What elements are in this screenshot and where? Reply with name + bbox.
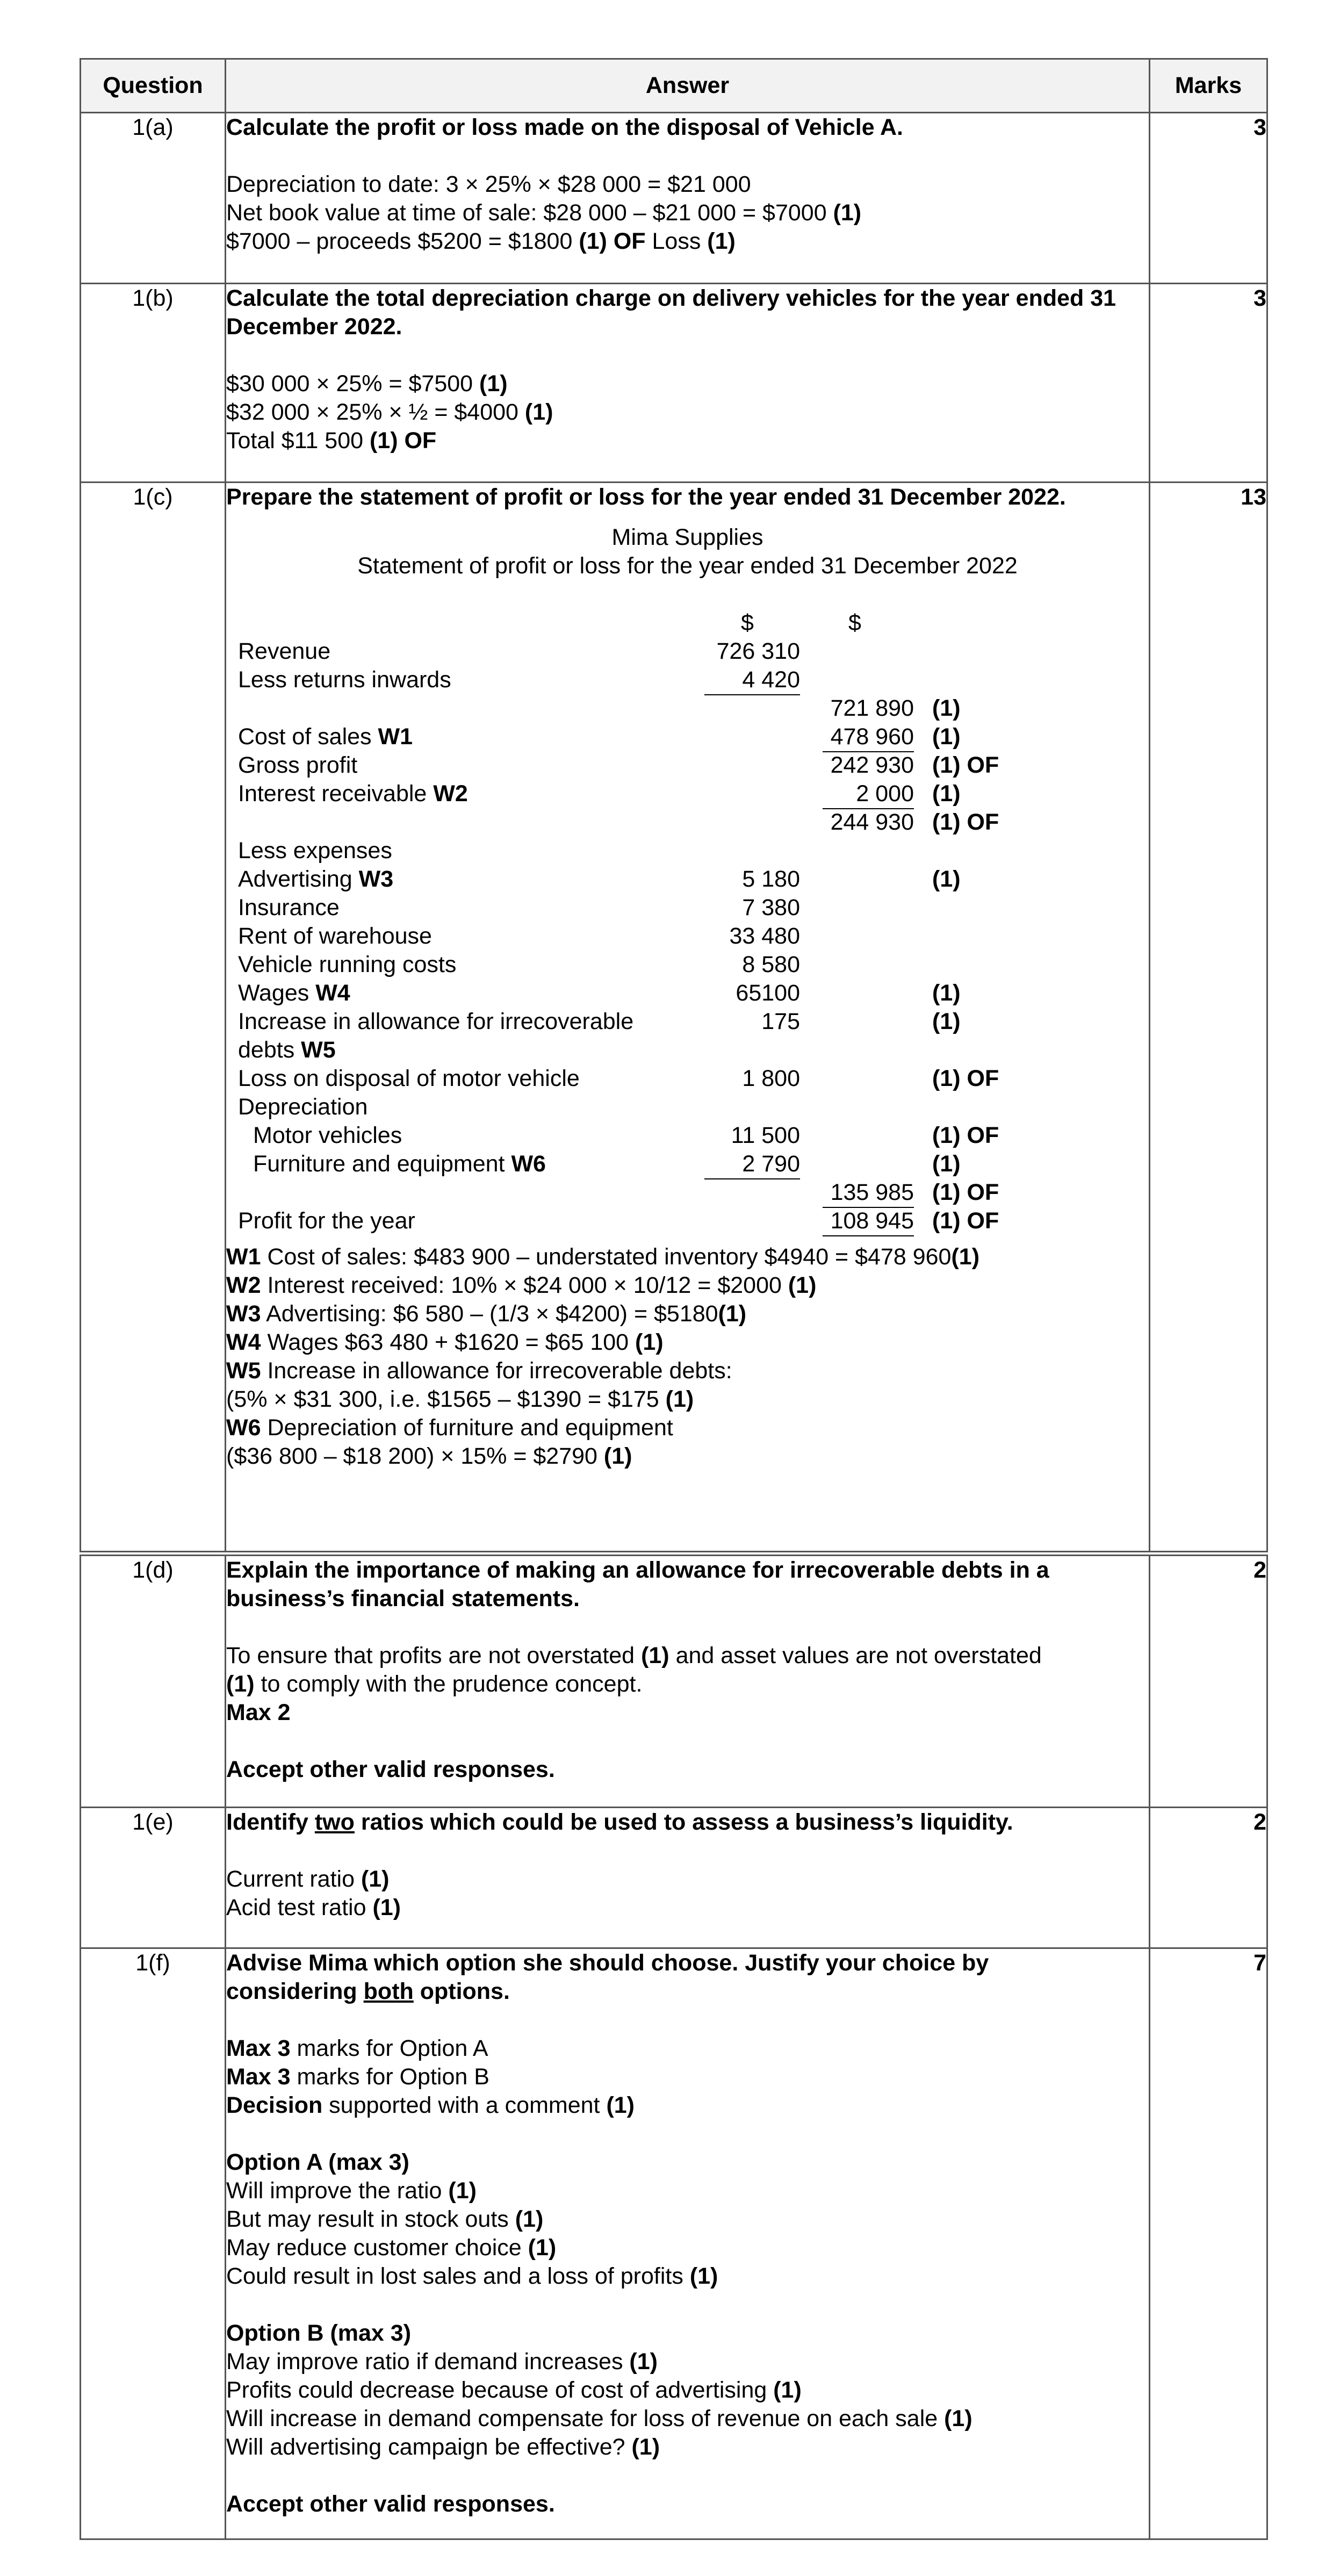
statement-row: Revenue 726 310 [238,638,800,664]
working-line: (5% × $31 300, i.e. $1565 – $1390 = $175 (1) [226,1386,694,1412]
question-text: Explain the importance of making an allowance for irrecoverable debts in a business’s financial statements. [226,1557,1049,1611]
answer-line: Max 3 marks for Option A [226,2035,488,2061]
statement-row: 135 985 (1) OF [226,1178,1140,1207]
header-answer: Answer [226,59,1150,113]
answer-line: Current ratio (1) [226,1866,390,1892]
marks-value: 13 [1150,483,1267,1553]
statement-row: Insurance 7 380 [238,895,800,920]
answer-line: (1) to comply with the prudence concept. [226,1671,643,1697]
question-number: 1(b) [81,284,226,483]
option-b-heading: Option B (max 3) [226,2320,412,2346]
answer-line: Will increase in demand compensate for loss of revenue on each sale (1) [226,2406,972,2431]
statement-row: Rent of warehouse 33 480 [238,923,800,949]
question-number: 1(e) [81,1808,226,1948]
answer-line: Acid test ratio (1) [226,1895,401,1920]
header-question: Question [81,59,226,113]
statement-row: 721 890 (1) [830,695,961,721]
marks-value: 7 [1150,1948,1267,2539]
answer-line: May improve ratio if demand increases (1) [226,2349,658,2374]
statement-row: 244 930 (1) OF [830,809,999,835]
mark-scheme-table [80,58,1268,2540]
working-line: W1 Cost of sales: $483 900 – understated inventory $4940 = $478 960(1) [226,1244,980,1270]
option-a-heading: Option A (max 3) [226,2149,409,2175]
accept-note: Accept other valid responses. [226,1756,555,1782]
statement-row: Advertising W3 5 180 (1) [238,866,961,892]
answer-line: May reduce customer choice (1) [226,2235,557,2261]
statement-row: Motor vehicles 11 500 (1) OF [253,1122,999,1148]
question-text: Advise Mima which option she should choose. Justify your choice by [226,1950,989,1976]
question-text: Prepare the statement of profit or loss for the year ended 31 December 2022. [226,484,1066,510]
workings [226,1243,1149,1471]
answer-line: Max 3 marks for Option B [226,2064,489,2090]
working-line: W4 Wages $63 480 + $1620 = $65 100 (1) [226,1329,664,1355]
question-text: Identify two ratios which could be used to assess a business’s liquidity. [226,1809,1013,1835]
row-1f [81,1948,1267,2539]
statement-row: Gross profit 242 930 (1) OF [238,752,999,778]
answer-line: But may result in stock outs (1) [226,2206,544,2232]
question-number: 1(f) [81,1948,226,2539]
answer-cell [226,1808,1150,1948]
working-line: W3 Advertising: $6 580 – (1/3 × $4200) = $5180(1) [226,1301,747,1327]
statement-row: Interest receivable W2 2 000 (1) [226,780,1140,808]
statement-row: debts W5 [238,1037,336,1063]
working-line: W5 Increase in allowance for irrecoverable debts: [226,1358,732,1384]
row-1a [81,113,1267,284]
row-1c [81,483,1267,1553]
table-header-row [81,59,1267,113]
marks-value: 3 [1150,284,1267,483]
statement-row: Loss on disposal of motor vehicle 1 800 (1) OF [238,1066,999,1091]
answer-line: $32 000 × 25% × ½ = $4000 (1) [226,399,553,425]
statement-row: Increase in allowance for irrecoverable 175 (1) [238,1009,961,1034]
question-text: Calculate the total depreciation charge on delivery vehicles for the year ended 31 December 2022. [226,285,1116,340]
statement-row: Depreciation [238,1094,368,1120]
answer-line: Profits could decrease because of cost of advertising (1) [226,2377,802,2403]
marks-value: 2 [1150,1553,1267,1808]
working-line: ($36 800 – $18 200) × 15% = $2790 (1) [226,1443,632,1469]
statement-title: Statement of profit or loss for the year ended 31 December 2022 [357,553,1018,579]
statement-row: Less expenses [238,838,392,864]
answer-line: Net book value at time of sale: $28 000 – $21 000 = $7000 (1) [226,200,862,226]
answer-cell [226,1553,1150,1808]
answer-cell [226,284,1150,483]
statement-row: Profit for the year 108 945 (1) OF [226,1207,1140,1235]
answer-line: Will advertising campaign be effective? (1) [226,2434,660,2460]
max-marks-note: Max 2 [226,1699,291,1725]
answer-cell [226,483,1150,1553]
company-name: Mima Supplies [611,524,763,550]
working-line: W2 Interest received: 10% × $24 000 × 10/12 = $2000 (1) [226,1272,817,1298]
row-1b [81,284,1267,483]
row-1e [81,1808,1267,1948]
statement-row: Furniture and equipment W6 2 790 (1) [226,1150,1140,1178]
profit-loss-statement [226,609,1149,1234]
question-number: 1(c) [81,483,226,1553]
statement-row: Wages W4 65100 (1) [238,980,961,1006]
answer-line: To ensure that profits are not overstated (1) and asset values are not overstated [226,1642,1042,1668]
answer-line: Could result in lost sales and a loss of profits (1) [226,2263,718,2289]
answer-line: Will improve the ratio (1) [226,2178,477,2204]
question-text: considering both options. [226,1978,510,2004]
question-number: 1(a) [81,113,226,284]
marks-value: 2 [1150,1808,1267,1948]
answer-cell [226,113,1150,284]
header-marks: Marks [1150,59,1267,113]
statement-row: Vehicle running costs 8 580 [238,952,800,977]
statement-currency-row: $ $ [741,610,861,636]
answer-line: $7000 – proceeds $5200 = $1800 (1) OF Loss (1) [226,228,736,254]
working-line: W6 Depreciation of furniture and equipment [226,1415,673,1441]
statement-row: Cost of sales W1 478 960 (1) [226,723,1140,751]
marks-value: 3 [1150,113,1267,284]
question-number: 1(d) [81,1553,226,1808]
answer-cell [226,1948,1150,2539]
answer-line: Total $11 500 (1) OF [226,428,437,454]
accept-note: Accept other valid responses. [226,2491,555,2517]
question-text: Calculate the profit or loss made on the disposal of Vehicle A. [226,114,903,140]
statement-row: Less returns inwards 4 420 [226,666,1140,694]
answer-line: $30 000 × 25% = $7500 (1) [226,371,508,397]
answer-line: Decision supported with a comment (1) [226,2092,635,2118]
row-1d [81,1553,1267,1808]
answer-line: Depreciation to date: 3 × 25% × $28 000 = $21 000 [226,171,751,197]
